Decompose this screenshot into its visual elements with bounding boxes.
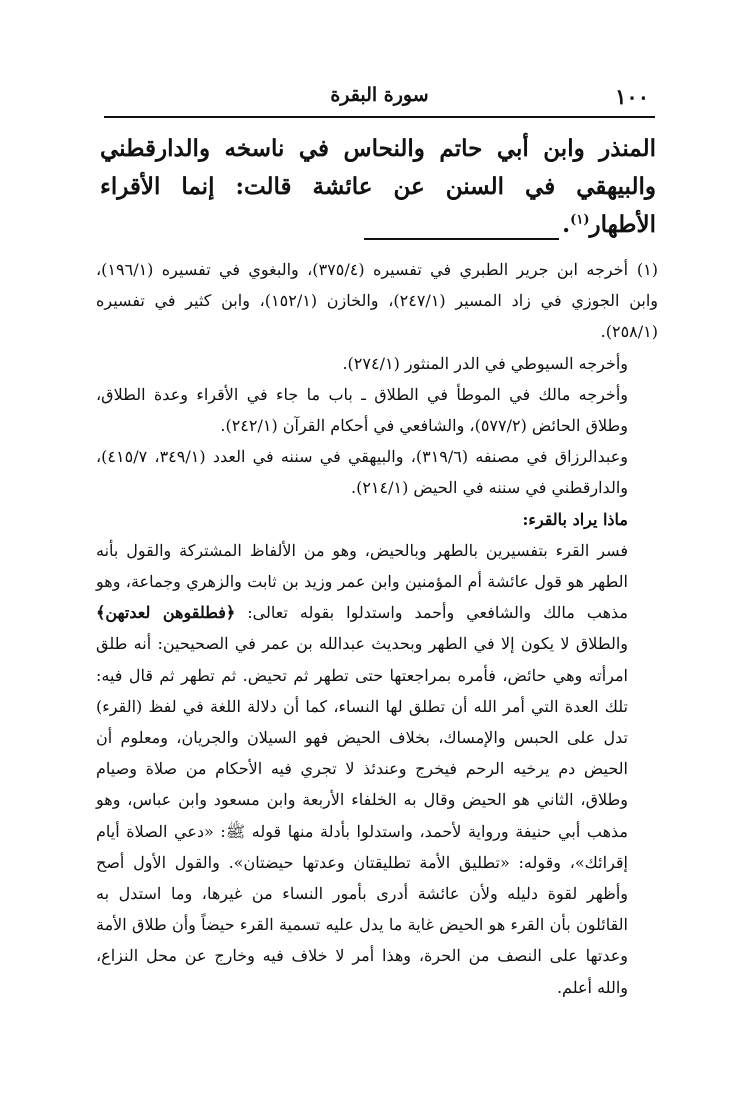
main-body-text	[100, 130, 656, 244]
main-paragraph-text: المنذر وابن أبي حاتم والنحاس في ناسخه والدارقطني والبيهقي في السنن عن عائشة قالت: إنما الأقراء الأطهار	[100, 135, 656, 238]
main-paragraph: المنذر وابن أبي حاتم والنحاس في ناسخه والدارقطني والبيهقي في السنن عن عائشة قالت: إنما الأقراء الأطهار$^{(١)}$.	[100, 135, 656, 238]
footnote-separator	[364, 238, 559, 240]
footnotes-section	[96, 254, 658, 1003]
section-heading: ماذا يراد بالقرء:	[522, 509, 628, 529]
footnote-entry	[96, 254, 658, 348]
discussion-text-part-2: والطلاق لا يكون إلا في الطهر وبحديث عبدالله بن عمر في الصحيحين: أنه طلق امرأته وهي حائض، فأمره بمراجعتها حتى تطهر ثم تحيض. ثم تطهر ثم قال فيه: تلك العدة التي أمر الله أن تطلق لها النساء، كما أن دلالة اللغة في لفظ (القرء) تدل على الحبس والإمساك، بخلاف الحيض فهو السيلان والجريان، ومعلوم أن الحيض دم يرخيه الرحم فيخرج وعندئذ لا تجري فيه الأحكام من صلاة وصيام وطلاق، الثاني هو الحيض وقال به الخلفاء الأربعة وابن مسعود وابن عباس، وهو مذهب أبي حنيفة ورواية لأحمد، واستدلوا بأدلة منها قوله ﷺ: «دعي الصلاة أيام إقرائك»، وقوله: «تطليق الأمة تطليقتان وعدتها حيضتان». والقول الأول أصح وأظهر لقوة دليله ولأن عائشة أدرى بأمور النساء من غيرها، وما استدل به القائلون بأن القرء هو الحيض غاية ما يدل عليه تسمية القرء حيضاً وأن طلاق الأمة وعدتها على النصف من الحرة، وهذا أمر لا خلاف فيه وخارج عن محل النزاع، والله أعلم.	[96, 634, 629, 997]
footnote-entry-text: أخرجه ابن جرير الطبري في تفسيره (٣٧٥/٤)، والبغوي في تفسيره (١٩٦/١)، وابن الجوزي في زاد المسير (٢٤٧/١)، والخازن (١٥٢/١)، وابن كثير في تفسيره (٢٥٨/١).	[96, 260, 659, 342]
footnote-marker: (١)	[636, 260, 659, 279]
footnote-entry: وأخرجه مالك في الموطأ في الطلاق ـ باب ما جاء في الأقراء وعدة الطلاق، وطلاق الحائض (٥٧٧/٢)، والشافعي في أحكام القرآن (٢٤٢/١).	[96, 384, 628, 436]
surah-title: سورة البقرة	[330, 84, 429, 106]
discussion-paragraph	[96, 535, 658, 1003]
page-header	[104, 80, 655, 118]
footnote-entry: وأخرجه السيوطي في الدر المنثور (٢٧٤/١).	[342, 353, 628, 373]
footnote-entry: وعبدالرزاق في مصنفه (٣١٩/٦)، والبيهقي في سننه في العدد (٣٤٩/١، ٤١٥/٧)، والدارقطني في سننه في الحيض (٢١٤/١).	[96, 447, 628, 498]
quran-verse: ﴿فطلقوهن لعدتهن﴾	[96, 603, 236, 623]
discussion-text-part-1: فسر القرء بتفسيرين بالطهر وبالحيض، وهو من الألفاظ المشتركة والقول بأنه الطهر هو قول عائشة أم المؤمنين وابن عمر وزيد بن ثابت والزهري وجماعة، وهو مذهب مالك والشافعي وأحمد واستدلوا بقوله تعالى:	[96, 540, 628, 623]
footnote-reference: (١)	[570, 212, 590, 228]
page-number: ١٠٠	[615, 84, 649, 109]
